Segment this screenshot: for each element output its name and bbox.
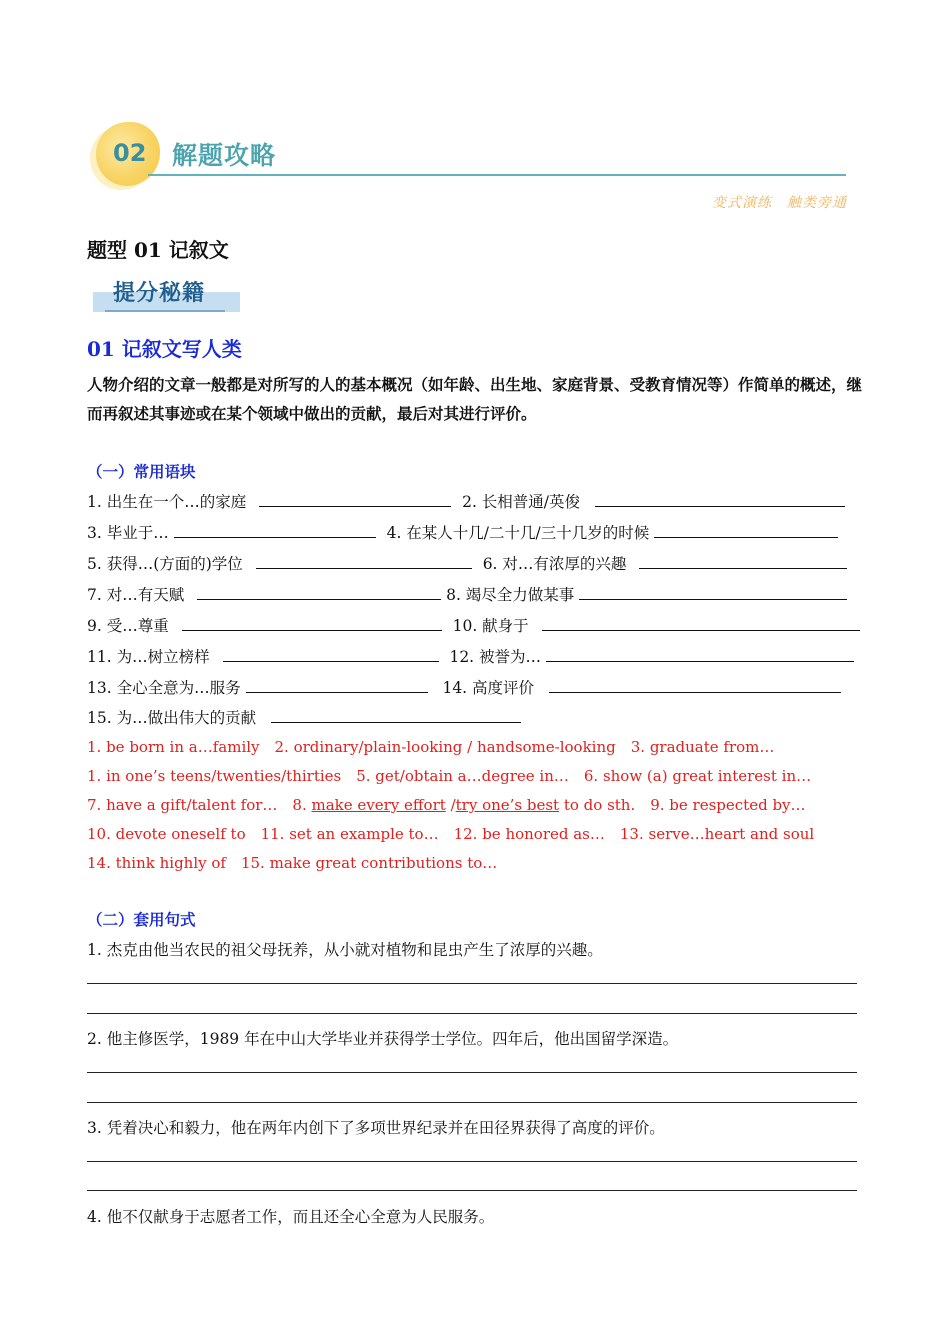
answer-blank[interactable] xyxy=(223,647,439,662)
phrase-row xyxy=(87,614,860,636)
part2-heading: （二）套用句式 xyxy=(87,910,196,929)
answer-segment: / xyxy=(445,796,456,814)
answer-blank[interactable] xyxy=(246,678,428,693)
answer-line: 10. devote oneself to 11. set an example to… 12. be honored as… 13. serve…heart and soul xyxy=(87,825,815,843)
phrase-item: 14. 高度评价 xyxy=(442,679,535,697)
phrase-item: 12. 被誉为… xyxy=(449,648,542,666)
intro-paragraph: 人物介绍的文章一般都是对所写的人的基本概况（如年龄、出生地、家庭背景、受教育情况等）作简单的概述，继而再叙述其事迹或在某个领域中做出的贡献，最后对其进行评价。 xyxy=(87,375,863,423)
sentence-prompt: 4. 他不仅献身于志愿者工作，而且还全心全意为人民服务。 xyxy=(87,1208,495,1226)
answer-line-blank[interactable] xyxy=(87,1072,857,1073)
sub-heading: 01 记叙文写人类 xyxy=(87,337,242,361)
phrase-row xyxy=(87,521,838,543)
phrase-item: 3. 毕业于… xyxy=(87,524,169,542)
answer-line-blank[interactable] xyxy=(87,1102,857,1103)
answer-line: 1. in one’s teens/twenties/thirties 5. get/obtain a…degree in… 6. show (a) great interest in… xyxy=(87,767,812,785)
answer-blank[interactable] xyxy=(271,708,521,723)
tips-banner xyxy=(93,276,240,314)
answer-blank[interactable] xyxy=(174,523,376,538)
banner-underline xyxy=(105,310,225,312)
answer-line-blank[interactable] xyxy=(87,1013,857,1014)
answer-blank[interactable] xyxy=(549,678,841,693)
phrase-row xyxy=(87,583,847,605)
answer-blank[interactable] xyxy=(259,492,451,507)
answer-line: 1. be born in a…family 2. ordinary/plain-looking / handsome-looking 3. graduate from… xyxy=(87,738,775,756)
answer-blank[interactable] xyxy=(595,492,845,507)
answer-blank[interactable] xyxy=(639,554,847,569)
answer-blank[interactable] xyxy=(542,616,860,631)
sentence-prompt: 2. 他主修医学，1989 年在中山大学毕业并获得学士学位。四年后，他出国留学深造。 xyxy=(87,1030,679,1048)
phrase-item: 6. 对…有浓厚的兴趣 xyxy=(482,555,627,573)
answer-blank[interactable] xyxy=(579,585,847,600)
phrase-row xyxy=(87,490,845,512)
phrase-item: 11. 为…树立榜样 xyxy=(87,648,210,666)
banner-label: 提分秘籍 xyxy=(113,281,206,306)
answer-blank[interactable] xyxy=(182,616,442,631)
answer-line-blank[interactable] xyxy=(87,1161,857,1162)
sentence-prompt: 3. 凭着决心和毅力，他在两年内创下了多项世界纪录并在田径界获得了高度的评价。 xyxy=(87,1119,665,1137)
answer-blank[interactable] xyxy=(256,554,472,569)
answer-blank[interactable] xyxy=(197,585,441,600)
answer-line: 14. think highly of 15. make great contributions to… xyxy=(87,854,498,872)
answer-line-blank[interactable] xyxy=(87,1190,857,1191)
section-number: 02 xyxy=(113,139,147,167)
phrase-row xyxy=(87,552,847,574)
phrase-item: 1. 出生在一个…的家庭 xyxy=(87,493,247,511)
part1-heading: （一）常用语块 xyxy=(87,462,196,481)
answer-underlined: make every effort xyxy=(311,796,446,814)
phrase-row xyxy=(87,676,841,698)
answer-underlined: try one’s best xyxy=(455,796,560,814)
phrase-item: 7. 对…有天赋 xyxy=(87,586,185,604)
section-title: 解题攻略 xyxy=(172,141,277,170)
answer-segment: 7. have a gift/talent for… 8. xyxy=(87,796,312,814)
phrase-row xyxy=(87,706,521,728)
type-heading: 题型 01 记叙文 xyxy=(87,238,229,262)
phrase-item: 2. 长相普通/英俊 xyxy=(462,493,581,511)
answer-segment: to do sth. 9. be respected by… xyxy=(559,796,806,814)
answer-line-blank[interactable] xyxy=(87,983,857,984)
phrase-item: 4. 在某人十几/二十几/三十几岁的时候 xyxy=(386,524,650,542)
phrase-item: 15. 为…做出伟大的贡献 xyxy=(87,709,257,727)
phrase-item: 5. 获得…(方面的)学位 xyxy=(87,555,243,573)
phrase-row xyxy=(87,645,854,667)
phrase-item: 10. 献身于 xyxy=(452,617,529,635)
answer-blank[interactable] xyxy=(654,523,838,538)
section-slogan: 变式演练 触类旁通 xyxy=(712,195,847,211)
section-divider xyxy=(148,174,846,176)
phrase-item: 13. 全心全意为…服务 xyxy=(87,679,241,697)
answer-blank[interactable] xyxy=(546,647,854,662)
answer-line xyxy=(87,794,806,815)
phrase-item: 9. 受…尊重 xyxy=(87,617,169,635)
sentence-prompt: 1. 杰克由他当农民的祖父母抚养，从小就对植物和昆虫产生了浓厚的兴趣。 xyxy=(87,941,603,959)
phrase-item: 8. 竭尽全力做某事 xyxy=(446,586,575,604)
